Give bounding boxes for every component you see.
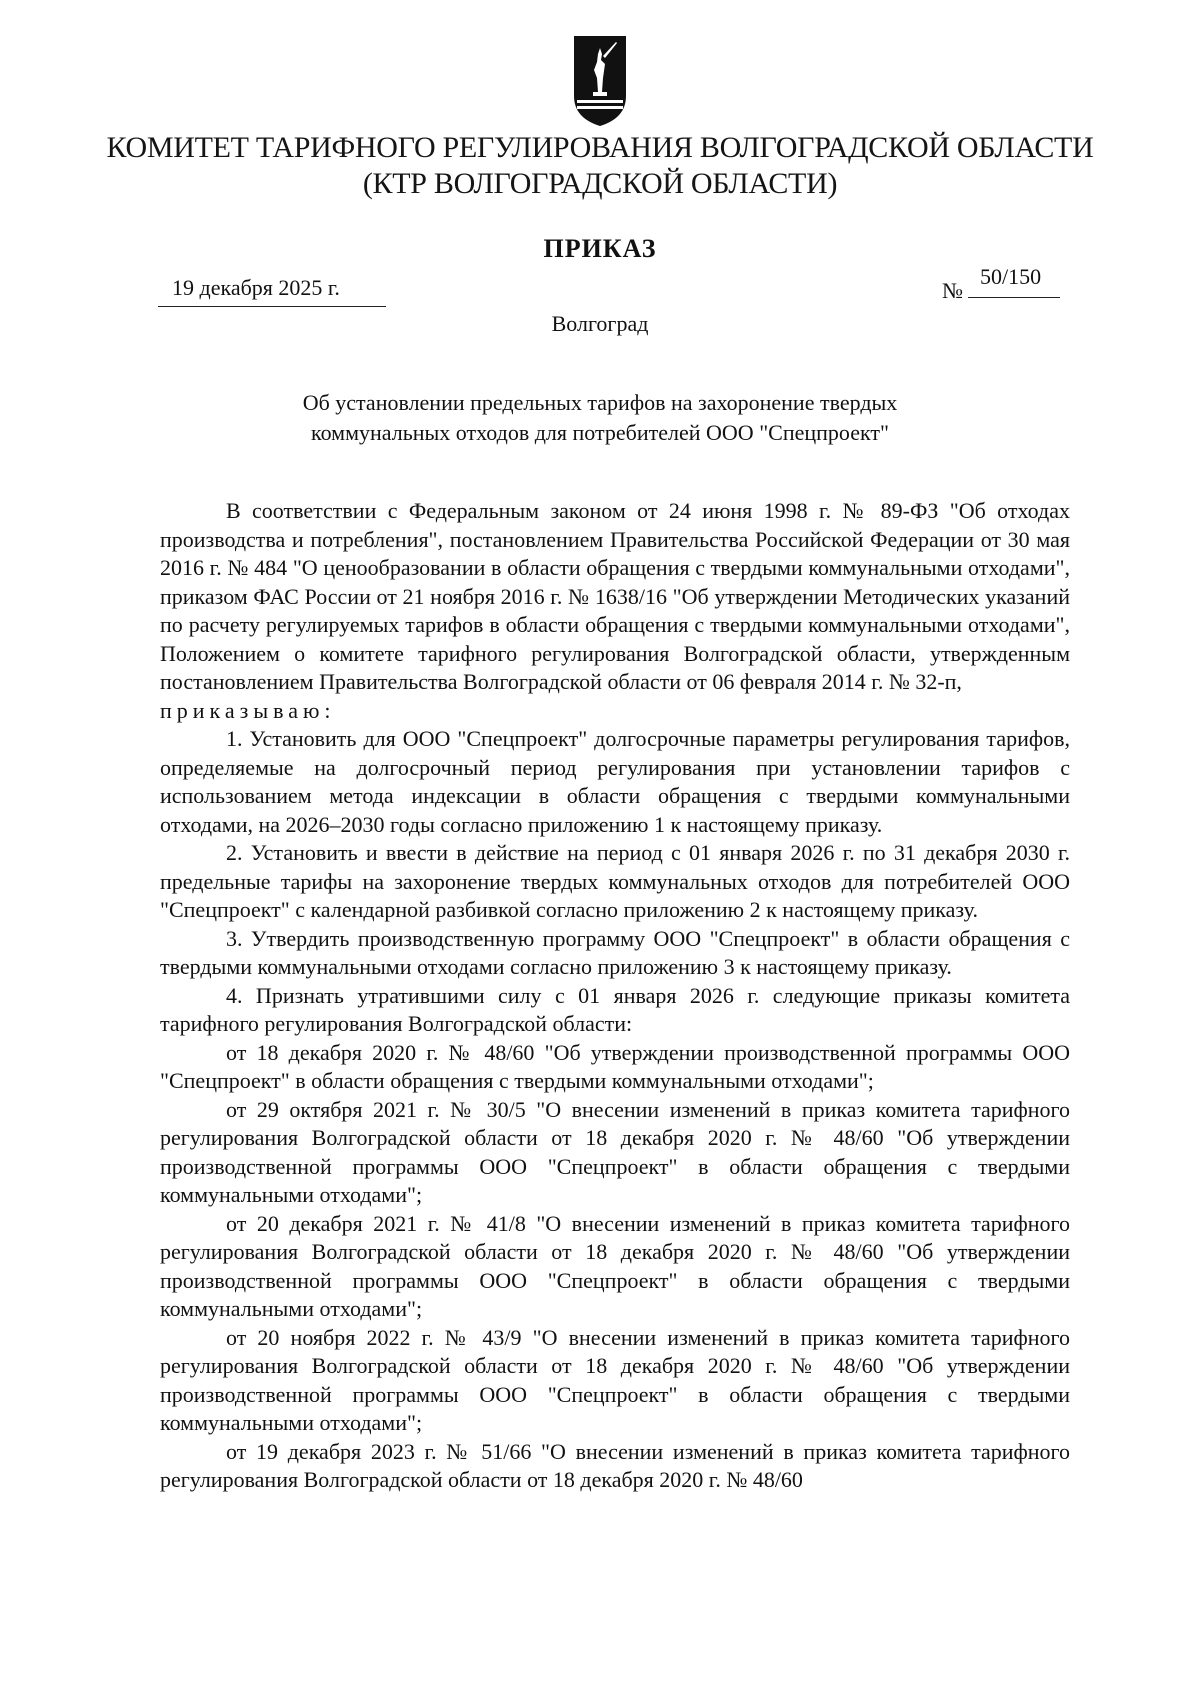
organization-name: КОМИТЕТ ТАРИФНОГО РЕГУЛИРОВАНИЯ ВОЛГОГРАДСКОЙ ОБЛАСТИ	[106, 131, 1094, 164]
order-number: 50/150	[980, 264, 1042, 289]
item-1-paragraph: 1. Установить для ООО "Спецпроект" долгосрочные параметры регулирования тарифов, определяемые на долгосрочный период регулирования при установлении тарифов с использованием метода индексации в области обращения с твердыми коммунальными отходами, на 2026–2030 годы согласно приложению 1 к настоящему приказу.	[160, 726, 1070, 837]
preamble-paragraph: В соответствии с Федеральным законом от 24 июня 1998 г. № 89-ФЗ "Об отходах производства и потребления", постановлением Правительства Российской Федерации от 30 мая 2016 г. № 484 "О ценообразовании в области обращения с твердыми коммунальными отходами", приказом ФАС России от 21 ноября 2016 г. № 1638/16 "Об утверждении Методических указаний по расчету регулируемых тарифов в области обращения с твердыми коммунальными отходами", Положением о комитете тарифного регулирования Волгоградской области, утвержденным постановлением Правительства Волгоградской области от 06 февраля 2014 г. № 32-п,	[160, 498, 1070, 694]
number-sign: №	[942, 278, 963, 303]
order-title	[0, 388, 1200, 448]
order-body	[160, 497, 1070, 1495]
order-word: приказываю:	[160, 697, 336, 723]
repealed-order-item: от 20 декабря 2021 г. № 41/8 "О внесении изменений в приказ комитета тарифного регулирования Волгоградской области от 18 декабря 2020 г. № 48/60 "Об утверждении производственной программы ООО "Спецпроект" в области обращения с твердыми коммунальными отходами";	[160, 1210, 1070, 1321]
document-type: ПРИКАЗ	[543, 234, 657, 263]
number-underline	[968, 297, 1060, 298]
volgograd-coat-of-arms-icon	[572, 34, 628, 128]
repealed-order-item: от 20 ноября 2022 г. № 43/9 "О внесении изменений в приказ комитета тарифного регулирования Волгоградской области от 18 декабря 2020 г. № 48/60 "Об утверждении производственной программы ООО "Спецпроект" в области обращения с твердыми коммунальными отходами";	[160, 1324, 1070, 1435]
item-4-paragraph: 4. Признать утратившими силу с 01 января 2026 г. следующие приказы комитета тарифного регулирования Волгоградской области:	[160, 982, 1070, 1036]
organization-abbreviation: (КТР ВОЛГОГРАДСКОЙ ОБЛАСТИ)	[362, 167, 838, 200]
title-line: коммунальных отходов для потребителей ООО "Спецпроект"	[311, 420, 889, 445]
item-2-paragraph: 2. Установить и ввести в действие на период с 01 января 2026 г. по 31 декабря 2030 г. предельные тарифы на захоронение твердых коммунальных отходов для потребителей ООО "Спецпроект" с календарной разбивкой согласно приложению 2 к настоящему приказу.	[160, 840, 1070, 922]
repealed-order-item: от 29 октября 2021 г. № 30/5 "О внесении изменений в приказ комитета тарифного регулирования Волгоградской области от 18 декабря 2020 г. № 48/60 "Об утверждении производственной программы ООО "Спецпроект" в области обращения с твердыми коммунальными отходами";	[160, 1096, 1070, 1207]
repealed-order-item: от 19 декабря 2023 г. № 51/66 "О внесении изменений в приказ комитета тарифного регулирования Волгоградской области от 18 декабря 2020 г. № 48/60	[160, 1438, 1070, 1492]
title-line: Об установлении предельных тарифов на захоронение твердых	[302, 390, 898, 415]
date-underline	[158, 306, 386, 307]
order-date: 19 декабря 2025 г.	[172, 275, 340, 300]
repealed-order-item: от 18 декабря 2020 г. № 48/60 "Об утверждении производственной программы ООО "Спецпроект" в области обращения с твердыми коммунальными отходами";	[160, 1039, 1070, 1093]
item-3-paragraph: 3. Утвердить производственную программу ООО "Спецпроект" в области обращения с твердыми коммунальными отходами согласно приложению 3 к настоящему приказу.	[160, 925, 1070, 979]
order-city: Волгоград	[551, 311, 649, 336]
